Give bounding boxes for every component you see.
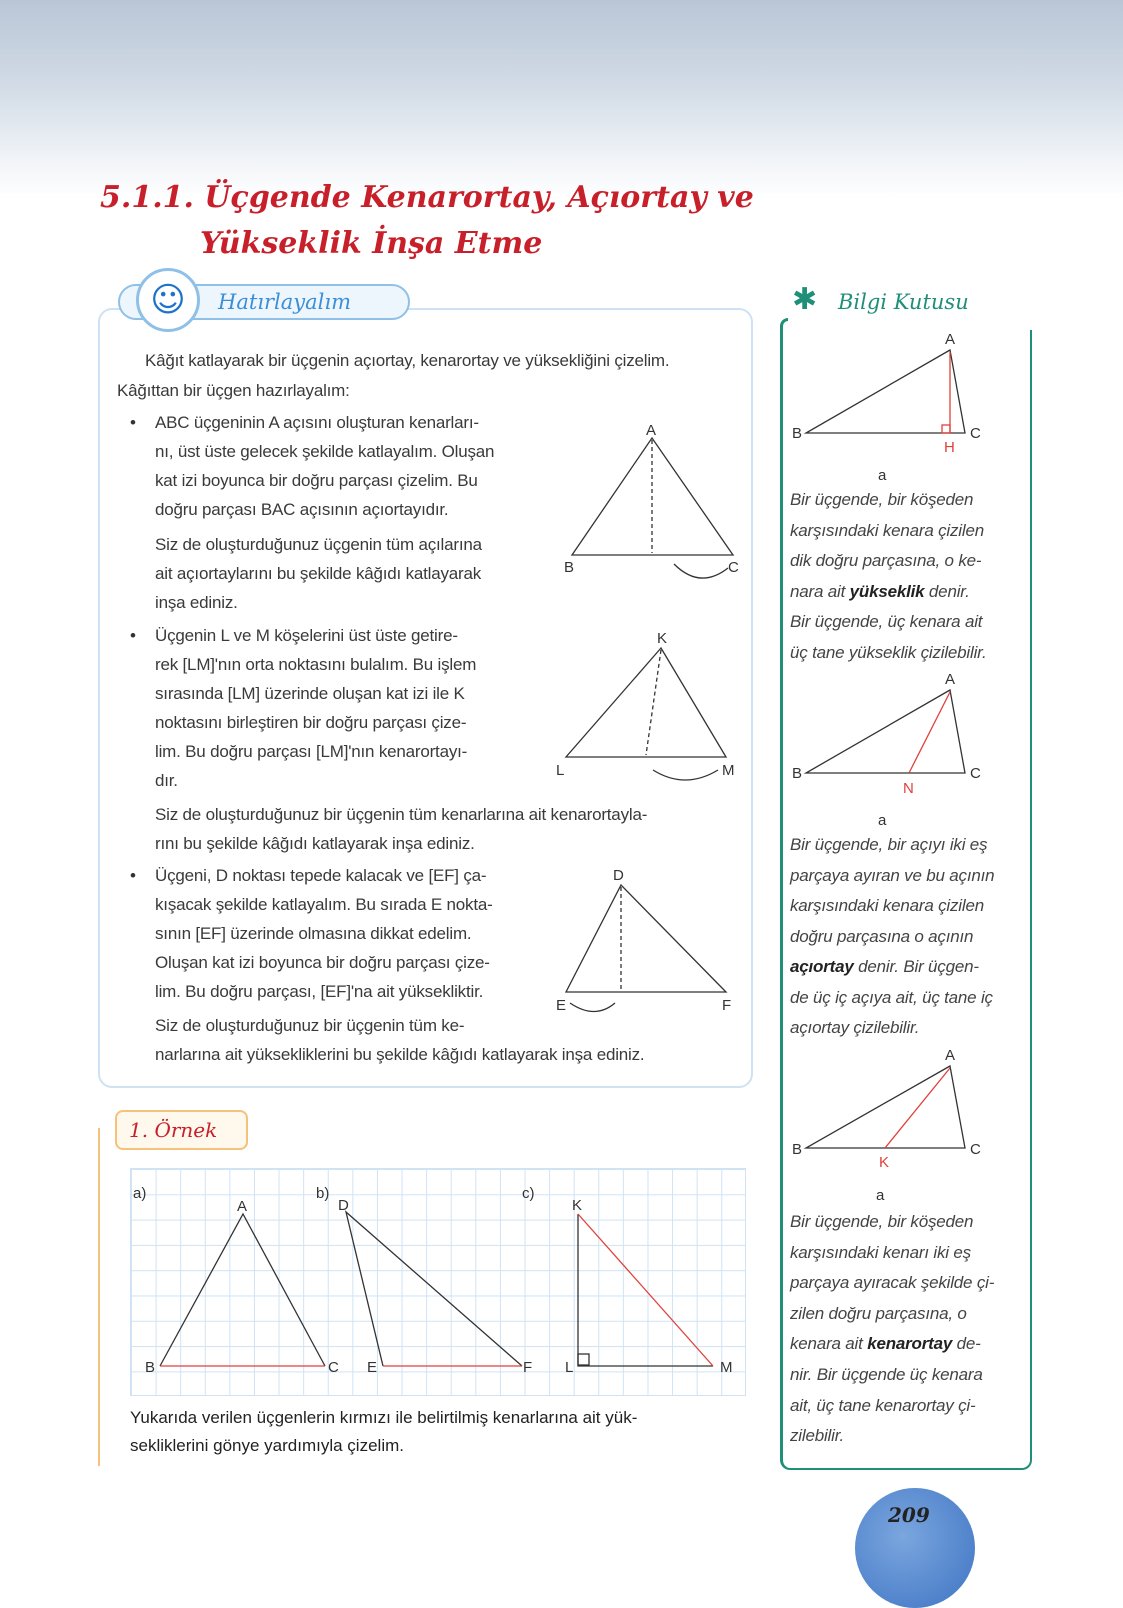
label-K: K <box>879 1154 890 1171</box>
text-segment: dik doğru parçasına, o ke- <box>790 551 982 571</box>
text-line: sırasında [LM] üzerinde oluşan kat izi ile K <box>155 684 465 703</box>
term-bold: yükseklik <box>849 581 925 601</box>
text-line: Siz de oluşturduğunuz bir üçgenin tüm kenarlarına ait kenarortayla- <box>155 805 648 824</box>
info-text-line <box>790 896 984 916</box>
text-segment: denir. <box>924 581 970 601</box>
text-line: Siz de oluşturduğunuz üçgenin tüm açılarına <box>155 535 482 554</box>
info-text-line <box>790 1365 983 1385</box>
text-line: inşa ediniz. <box>155 593 238 612</box>
term-bold: kenarortay <box>867 1334 953 1354</box>
info-text-line <box>790 1304 967 1324</box>
text-segment: Bir üçgende, bir köşeden <box>790 490 974 509</box>
label-a: a <box>878 467 887 484</box>
label-C: C <box>970 765 981 782</box>
text-segment: ait, üç tane kenarortay çi- <box>790 1395 976 1415</box>
text-segment: denir. Bir üçgen- <box>853 957 979 976</box>
text-segment: karşısındaki kenara çizilen <box>790 896 984 915</box>
text-segment: karşısındaki kenarı iki eş <box>790 1242 971 1262</box>
label-H: H <box>944 439 955 456</box>
hatirlayalim-label: Hatırlayalım <box>218 290 351 314</box>
text-segment: zilen doğru parçasına, o <box>790 1303 967 1323</box>
text-segment: parçaya ayıracak şekilde çi- <box>790 1273 995 1293</box>
text-line: Siz de oluşturduğunuz bir üçgenin tüm ke- <box>155 1016 465 1035</box>
text-line: kışacak şekilde katlayalım. Bu sırada E nokta- <box>155 895 493 914</box>
text-line: sının [EF] üzerinde olmasına dikkat edelim. <box>155 924 472 943</box>
text-line: Üçgeni, D noktası tepede kalacak ve [EF] ça- <box>155 866 487 885</box>
label-E: E <box>367 1359 378 1376</box>
fold-arrow <box>653 770 718 780</box>
info-text-line <box>790 988 993 1008</box>
text-line: nı, üst üste gelecek şekilde katlayalım. Oluşan <box>155 442 495 461</box>
text-line: kat izi boyunca bir doğru parçası çizelim. Bu <box>155 471 478 490</box>
part-b: b) <box>316 1185 330 1202</box>
text-line: Üçgenin L ve M köşelerini üst üste getire- <box>155 626 458 645</box>
text-segment: de- <box>952 1334 981 1354</box>
info-text-line <box>790 927 973 947</box>
text-line: rını bu şekilde kâğıdı katlayarak inşa ediniz. <box>155 834 475 853</box>
info-text-line <box>790 521 984 541</box>
label-a: a <box>876 1187 885 1204</box>
label-F: F <box>722 997 732 1014</box>
label-L: L <box>556 762 565 779</box>
info-text-line <box>790 1212 973 1232</box>
label-M: M <box>720 1359 733 1376</box>
label-A: A <box>945 1047 956 1064</box>
label-B: B <box>792 765 803 782</box>
info-text-line <box>790 1396 975 1416</box>
label-a: a <box>878 812 887 829</box>
text-segment: Bir üçgende, bir açıyı iki eş <box>790 835 988 854</box>
label-A: A <box>237 1198 248 1215</box>
label-K: K <box>657 630 668 647</box>
text-line: Kâğıt katlayarak bir üçgenin açıortay, kenarortay ve yüksekliğini çizelim. <box>145 351 670 370</box>
triangle-klm <box>566 648 726 757</box>
text-line: Oluşan kat izi boyunca bir doğru parçası çize- <box>155 953 490 972</box>
example-label: 1. Örnek <box>129 1118 218 1142</box>
label-M: M <box>722 762 735 779</box>
info-text-line <box>790 957 979 977</box>
text-line: lim. Bu doğru parçası, [EF]'na ait yüksekliktir. <box>155 982 484 1001</box>
info-text-line <box>790 866 994 886</box>
info-text-line <box>790 551 981 571</box>
text-segment: üç tane yükseklik çizilebilir. <box>790 643 987 662</box>
text-line: ABC üçgeninin A açısını oluşturan kenarları- <box>155 413 479 432</box>
info-text-line <box>790 1334 981 1354</box>
fold-arrow <box>570 1003 615 1012</box>
triangle-def <box>566 885 726 992</box>
label-C: C <box>970 1141 981 1158</box>
text-segment: Bir üçgende, bir köşeden <box>790 1212 974 1231</box>
section-title: 5.1.1. Üçgende Kenarortay, Açıortay ve <box>100 180 754 215</box>
label-D: D <box>613 867 624 884</box>
text-line: rek [LM]'nın orta noktasını bulalım. Bu işlem <box>155 655 477 674</box>
label-K: K <box>572 1197 583 1214</box>
bullet: • <box>130 413 136 432</box>
text-segment: zilebilir. <box>790 1426 845 1446</box>
label-B: B <box>792 1141 803 1158</box>
info-text-line <box>790 643 987 663</box>
fold-arrow <box>674 564 728 578</box>
label-A: A <box>945 331 956 348</box>
info-text-line <box>790 1018 919 1038</box>
info-text-line <box>790 582 970 602</box>
label-E: E <box>556 997 567 1014</box>
text-segment: Bir üçgende, üç kenara ait <box>790 612 983 632</box>
label-D: D <box>338 1197 349 1214</box>
label-B: B <box>145 1359 156 1376</box>
person-icon: ☺ <box>136 268 200 332</box>
text-segment: karşısındaki kenara çizilen <box>790 520 984 540</box>
page-number: 209 <box>888 1503 930 1527</box>
text-segment: nir. Bir üçgende üç kenara <box>790 1365 983 1384</box>
text-segment: de üç iç açıya ait, üç tane iç <box>790 987 993 1007</box>
text-segment: doğru parçasına o açının <box>790 926 974 946</box>
bullet: • <box>130 866 136 885</box>
bilgi-kutusu-title: Bilgi Kutusu <box>838 290 969 314</box>
example-caption: Yukarıda verilen üçgenlerin kırmızı ile belirtilmiş kenarlarına ait yük- <box>130 1408 638 1427</box>
text-line: ait açıortaylarını bu şekilde kâğıdı katlayarak <box>155 564 482 583</box>
info-text-line <box>790 612 982 632</box>
label-A: A <box>945 671 956 688</box>
text-line: lim. Bu doğru parçası [LM]'nın kenarortayı- <box>155 742 468 761</box>
info-text-line <box>790 835 987 855</box>
person-icon: ✱ <box>792 282 818 317</box>
label-N: N <box>903 780 914 797</box>
label-C: C <box>728 559 739 576</box>
info-text-line <box>790 1243 971 1263</box>
label-A: A <box>646 422 657 439</box>
term-bold: açıortay <box>790 957 854 976</box>
text-line: noktasını birleştiren bir doğru parçası çize- <box>155 713 467 732</box>
label-F: F <box>523 1359 533 1376</box>
info-text-line <box>790 490 973 510</box>
label-B: B <box>564 559 575 576</box>
section-title-line2: Yükseklik İnşa Etme <box>200 226 543 261</box>
bullet: • <box>130 626 136 645</box>
text-line: doğru parçası BAC açısının açıortayıdır. <box>155 500 449 519</box>
info-text-line <box>790 1273 994 1293</box>
text-segment: kenara ait <box>790 1334 868 1354</box>
example-caption: sekliklerini gönye yardımıyla çizelim. <box>130 1436 404 1455</box>
text-line: dır. <box>155 771 178 790</box>
label-C: C <box>970 425 981 442</box>
text-segment: açıortay çizilebilir. <box>790 1018 920 1037</box>
text-segment: parçaya ayıran ve bu açının <box>790 865 995 885</box>
label-B: B <box>792 425 803 442</box>
text-line: Kâğıttan bir üçgen hazırlayalım: <box>117 381 350 400</box>
part-c: c) <box>522 1185 535 1202</box>
text-segment: nara ait <box>790 581 850 601</box>
label-C: C <box>328 1359 339 1376</box>
part-a: a) <box>133 1185 147 1202</box>
label-L: L <box>565 1359 574 1376</box>
text-line: narlarına ait yüksekliklerini bu şekilde kâğıdı katlayarak inşa ediniz. <box>155 1045 645 1064</box>
info-text-line <box>790 1426 844 1446</box>
